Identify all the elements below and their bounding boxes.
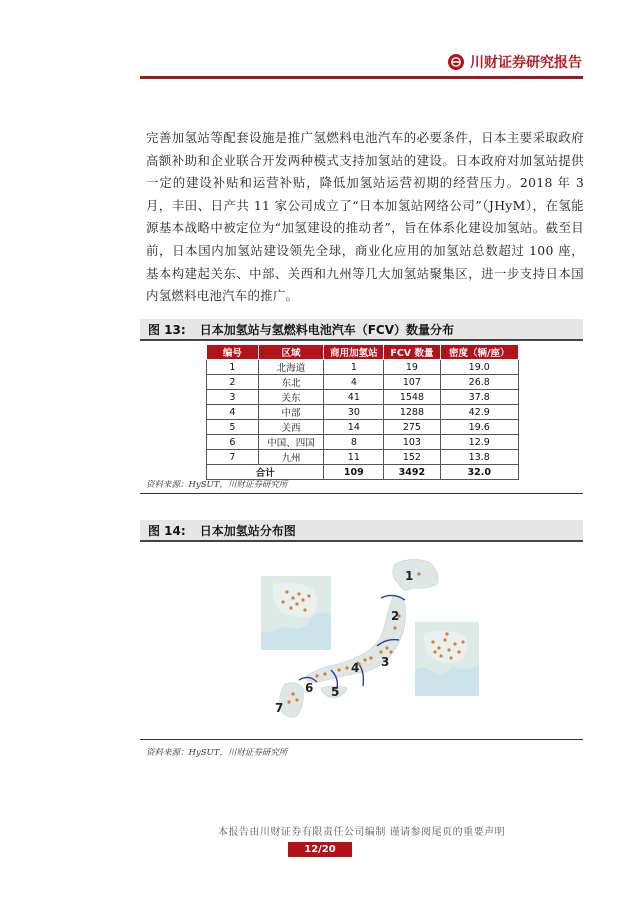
cell-density: 37.8: [440, 390, 518, 405]
cell-region: 关东: [258, 390, 324, 405]
cell-fcv: 1288: [384, 405, 440, 420]
cell-fcv: 152: [384, 450, 440, 465]
cell-id: 4: [207, 405, 259, 420]
region-label: 4: [351, 661, 360, 675]
cell-region: 九州: [258, 450, 324, 465]
table-row: [207, 435, 519, 450]
figure-14-bottom-rule: [140, 739, 583, 740]
region-label: 1: [405, 569, 414, 583]
cell-density: 26.8: [440, 375, 518, 390]
header-rule: [140, 76, 583, 79]
cell-density: 42.9: [440, 405, 518, 420]
total-density: 32.0: [440, 465, 518, 480]
table-row: [207, 405, 519, 420]
brand: [448, 51, 582, 73]
column-header: 密度（辆/座）: [440, 345, 518, 360]
region-label: 2: [391, 609, 400, 623]
cell-region: 东北: [258, 375, 324, 390]
hydrogen-station-table: [206, 344, 519, 480]
cell-density: 12.9: [440, 435, 518, 450]
figure-13-number: 图 13:: [148, 322, 186, 337]
region-label: 5: [331, 685, 340, 699]
table-row: [207, 360, 519, 375]
cell-fcv: 107: [384, 375, 440, 390]
total-label: 合计: [207, 465, 324, 480]
cell-fcv: 19: [384, 360, 440, 375]
cell-fcv: 103: [384, 435, 440, 450]
japan-station-map: [253, 554, 483, 734]
cell-region: 中部: [258, 405, 324, 420]
figure-14-caption: 日本加氢站分布图: [199, 523, 296, 538]
column-header: 区域: [258, 345, 324, 360]
cell-stations: 4: [324, 375, 384, 390]
inset-kansai: [261, 576, 331, 650]
total-stations: 109: [324, 465, 384, 480]
table-row: [207, 375, 519, 390]
cell-id: 3: [207, 390, 259, 405]
cell-id: 1: [207, 360, 259, 375]
cell-stations: 1: [324, 360, 384, 375]
cell-stations: 14: [324, 420, 384, 435]
table-row: [207, 450, 519, 465]
column-header: 商用加氢站: [324, 345, 384, 360]
total-fcv: 3492: [384, 465, 440, 480]
cell-stations: 41: [324, 390, 384, 405]
table-row: [207, 390, 519, 405]
cell-stations: 8: [324, 435, 384, 450]
figure-13-caption: 日本加氢站与氢燃料电池汽车（FCV）数量分布: [199, 322, 454, 337]
cell-density: 13.8: [440, 450, 518, 465]
cell-density: 19.0: [440, 360, 518, 375]
cell-id: 6: [207, 435, 259, 450]
cell-stations: 30: [324, 405, 384, 420]
region-label: 3: [381, 655, 390, 669]
region-label: 6: [305, 681, 314, 695]
brand-text: 川财证券研究报告: [470, 55, 582, 71]
figure-13-source: 资料来源：HySUT，川财证券研究所: [146, 480, 288, 490]
cell-density: 19.6: [440, 420, 518, 435]
cell-stations: 11: [324, 450, 384, 465]
inset-kanto: [415, 622, 479, 696]
region-label: 7: [275, 701, 284, 715]
page-header: [0, 0, 640, 80]
figure-14-number: 图 14:: [148, 523, 186, 538]
figure-13-title: [140, 319, 583, 341]
column-header: 编号: [207, 345, 259, 360]
cell-region: 北海道: [258, 360, 324, 375]
figure-14-title: [140, 520, 583, 542]
chuancai-logo-icon: [448, 54, 464, 70]
cell-id: 2: [207, 375, 259, 390]
figure-14-source: 资料来源：HySUT，川财证券研究所: [146, 748, 288, 758]
figure-13-bottom-rule: [140, 493, 583, 494]
cell-id: 5: [207, 420, 259, 435]
cell-region: 中国、四国: [258, 435, 324, 450]
footer-disclaimer: 本报告由川财证券有限责任公司编制 谨请参阅尾页的重要声明: [217, 827, 506, 838]
page-number: 12/20: [288, 842, 352, 857]
table-header-row: [207, 345, 519, 360]
cell-fcv: 1548: [384, 390, 440, 405]
cell-id: 7: [207, 450, 259, 465]
cell-region: 关西: [258, 420, 324, 435]
table-row: [207, 420, 519, 435]
cell-fcv: 275: [384, 420, 440, 435]
body-paragraph: 完善加氢站等配套设施是推广氢燃料电池汽车的必要条件，日本主要采取政府高额补助和企业联合开发两种模式支持加氢站的建设。日本政府对加氢站提供一定的建设补贴和运营补贴，降低加氢站运营初期的经营压力。2018 年 3 月，丰田、日产共 11 家公司成立了“日本加氢站网络公司”（JHyM），在氢能源基本战略中被定位为“加氢建设的推动者”，旨在体系化建设加氢站。截至目前，日本国内加氢站建设领先全球，商业化应用的加氢站总数超过 100 座，基本构建起关东、中部、关西和九州等几大加氢站聚集区，进一步支持日本国内氢燃料电池汽车的推广。: [146, 130, 584, 304]
column-header: FCV 数量: [384, 345, 440, 360]
